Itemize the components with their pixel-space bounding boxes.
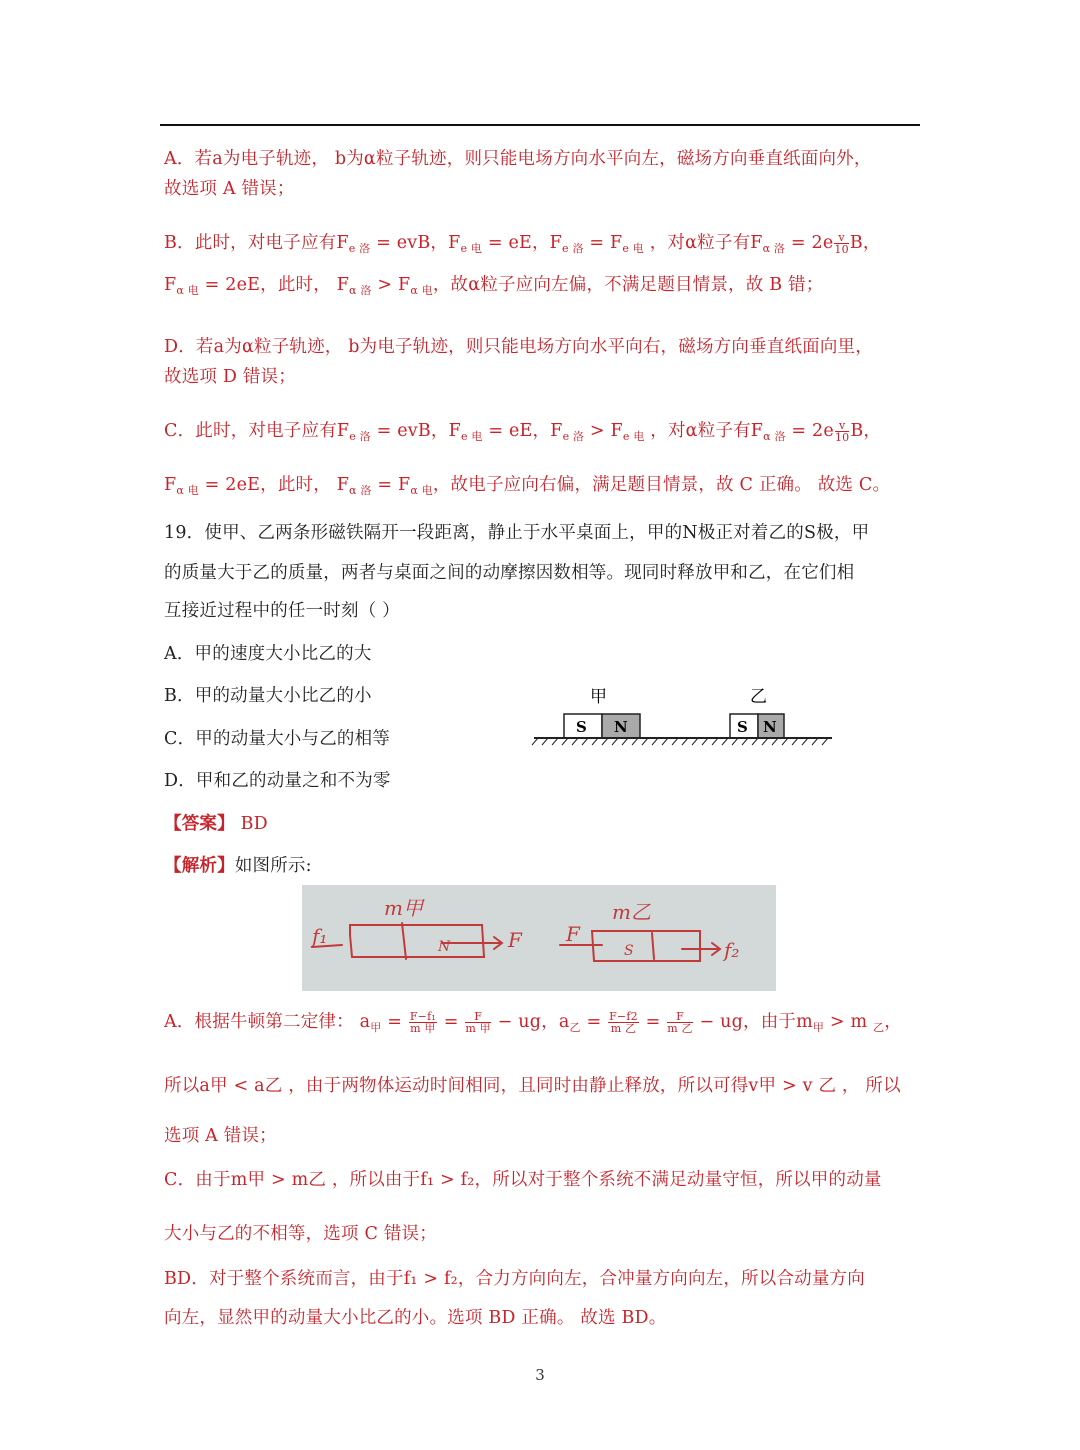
option-a: A．甲的速度大小比乙的大 <box>164 644 372 664</box>
sketch-s: S <box>624 943 634 959</box>
label-yi: 乙 <box>750 687 767 707</box>
magnet-yi-n-label: N <box>763 718 777 736</box>
table-hatching <box>532 738 828 745</box>
solution2-a-line3: 选项 A 错误； <box>164 1126 277 1146</box>
sketch-m2: m乙 <box>612 900 651 924</box>
solution2-a-line2: 所以a甲 < a乙 ，由于两物体运动时间相同，且同时由静止释放，所以可得v甲 > v 乙 ， 所以 <box>164 1076 901 1096</box>
page-number: 3 <box>535 1366 545 1384</box>
magnet-figure <box>528 684 838 746</box>
top-rule <box>160 124 920 126</box>
sketch-n: N <box>438 939 451 955</box>
solution-b-text: B．此时，对电子应有F <box>164 233 349 253</box>
question-line1: 19．使甲、乙两条形磁铁隔开一段距离，静止于水平桌面上，甲的N极正对着乙的S极，甲 <box>164 523 870 543</box>
solution-d-line1: D．若a为α粒子轨迹， b为电子轨迹，则只能电场方向水平向右，磁场方向垂直纸面向里， <box>164 337 873 357</box>
question-line3: 互接近过程中的任一时刻（ ） <box>164 601 400 621</box>
magnet-jia-n-label: N <box>614 718 628 736</box>
option-d: D．甲和乙的动量之和不为零 <box>164 771 391 791</box>
solution-b-line2: $F_{\alpha 电} = 2eE$，此时， $F_{\alpha 洛} > F_{\alpha 电}$，故α粒子应向左偏，不满足题目情景，故 B 错； <box>164 275 824 297</box>
question-line2: 的质量大于乙的质量，两者与桌面之间的动摩擦因数相等。现同时释放甲和乙，在它们相 <box>164 563 855 583</box>
solution-a-line1: A．若a为电子轨迹， b为α粒子轨迹，则只能电场方向水平向左，磁场方向垂直纸面向外， <box>164 149 872 169</box>
option-c: C．甲的动量大小与乙的相等 <box>164 729 390 749</box>
solution2-bd-line1: BD．对于整个系统而言，由于f₁ > f₂，合力方向向左，合冲量方向向左，所以合动量方向 <box>164 1269 865 1289</box>
solution2-c-line2: 大小与乙的不相等，选项 C 错误； <box>164 1224 437 1244</box>
sketch-m1: m甲 <box>384 896 423 920</box>
solution-c-line2: $F_{\alpha 电} = 2eE$，此时， $F_{\alpha 洛} = F_{\alpha 电}$，故电子应向右偏，满足题目情景，故 C 正确。 故选 C。 <box>164 475 891 497</box>
solution-b-text2: F <box>164 275 177 295</box>
option-b: B．甲的动量大小比乙的小 <box>164 686 372 706</box>
solution2-a-line1: A．根据牛顿第二定律： $a_甲$ = $\frac{\text{F−f₁}}{\text{m 甲}}$ = $\frac{F}{\text{m 甲}}$ − ug，$a_乙$ = $\frac{F-f2}{\text{m 乙}}$ = $\frac{F}{\text{m 乙}}$ − ug，由于$m_甲 > m$ $_乙$， <box>164 1010 902 1035</box>
sketch-arrow-f1 <box>442 937 502 949</box>
sketch-F-left: F <box>508 928 522 952</box>
answer-line <box>164 810 268 835</box>
handwritten-sketch <box>302 885 776 991</box>
analysis-intro: 如图所示: <box>234 856 312 876</box>
analysis-tag: 【解析】 <box>164 856 235 876</box>
magnet-yi-s-label: S <box>737 718 748 736</box>
answer-value: BD <box>234 814 268 834</box>
sketch-block-yi <box>592 931 700 961</box>
solution-d-line2: 故选项 D 错误； <box>164 367 296 387</box>
sketch-f2: f₂ <box>724 938 740 962</box>
analysis-line <box>164 852 312 877</box>
handwritten-photo <box>302 885 776 991</box>
sketch-block-jia <box>350 925 484 957</box>
solution-a-line2: 故选项 A 错误； <box>164 179 295 199</box>
solution-b-line1: B．此时，对电子应有$F_{e 洛}$ = evB，$F_{e 电}$ = eE，$F_{e 洛} = F_{e 电}$ ，对α粒子有$F_{\alpha 洛} = 2e$ $\frac{v}{10}$ B， <box>164 231 881 256</box>
sketch-f1: f₁ <box>312 924 328 948</box>
solution2-c-line1: C．由于m甲 > m乙 ，所以由于f₁ > f₂，所以对于整个系统不满足动量守恒，所以甲的动量 <box>164 1170 882 1190</box>
sketch-F-right: F <box>566 922 580 946</box>
solution-c-text: C．此时，对电子应有F <box>164 421 350 441</box>
solution2-bd-line2: 向左，显然甲的动量大小比乙的小。选项 BD 正确。 故选 BD。 <box>164 1308 667 1328</box>
label-jia: 甲 <box>590 687 607 707</box>
magnet-jia-s-label: S <box>576 718 587 736</box>
solution-c-text2: F <box>164 475 177 495</box>
solution-c-line1: C．此时，对电子应有$F_{e 洛}$ = evB，$F_{e 电}$ = eE，$F_{e 洛} > F_{e 电}$ ，对α粒子有$F_{\alpha 洛} = 2e$ $\frac{v}{10}$ B， <box>164 419 882 444</box>
answer-tag: 【答案】 <box>164 814 235 834</box>
